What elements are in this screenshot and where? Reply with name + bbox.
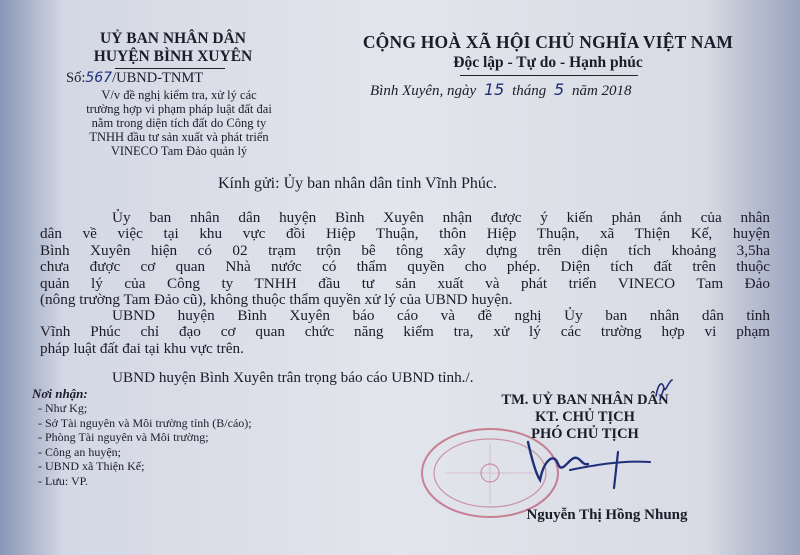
national-title: CỘNG HOÀ XÃ HỘI CHỦ NGHĨA VIỆT NAM <box>362 32 734 52</box>
recipient-item: - Như Kg; <box>38 401 88 415</box>
handwritten-signature-icon <box>510 430 660 500</box>
body-line: quản lý của Công ty TNHH đầu tư sản xuất và phát triển VINECO Tam Đảo <box>40 274 770 292</box>
recipient-item: - Sở Tài nguyên và Môi trường tỉnh (B/cáo); <box>38 415 252 430</box>
doc-number-suffix: /UBND-TNMT <box>112 70 204 86</box>
subject-line: VINECO Tam Đảo quản lý <box>110 144 248 158</box>
issuing-agency <box>38 30 308 66</box>
recipients-list <box>38 401 252 488</box>
subject-line: V/v đề nghị kiểm tra, xử lý các <box>101 88 257 102</box>
recipient-item: - Phòng Tài nguyên và Môi trường; <box>38 430 209 444</box>
signature-line-3: PHÓ CHỦ TỊCH <box>531 426 639 442</box>
recipient-item: - UBND xã Thiện Kế; <box>38 459 145 473</box>
date-suffix: năm 2018 <box>571 83 632 99</box>
body-paragraph-2 <box>40 308 770 357</box>
date-day: 15 <box>483 80 505 99</box>
recipient-line: Kính gửi: Ủy ban nhân dân tỉnh Vĩnh Phúc. <box>218 175 498 192</box>
recipient-item: - Lưu: VP. <box>38 473 88 488</box>
date-prefix: Bình Xuyên, ngày <box>370 83 477 99</box>
body-line: (nông trường Tam Đảo cũ), không thuộc thẩm quyền xử lý của UBND huyện. <box>40 291 513 309</box>
body-line: dân về việc tại khu vực đồi Hiệp Thuận, thôn Hiệp Thuận, xã Thiện Kế, huyện <box>40 225 770 243</box>
doc-number-prefix: Số: <box>66 70 86 86</box>
recipients-title: Nơi nhận: <box>32 386 88 401</box>
subject-summary <box>44 88 314 158</box>
initial-mark-icon <box>650 376 680 404</box>
document-number <box>66 70 203 87</box>
body-paragraph-1 <box>40 210 770 308</box>
agency-underline <box>115 68 225 69</box>
body-line: Vĩnh Phúc chỉ đạo cơ quan chức năng kiểm tra, xử lý các trường hợp vi phạm <box>40 323 770 341</box>
agency-line-2: HUYỆN BÌNH XUYÊN <box>93 48 253 65</box>
body-line: UBND huyện Bình Xuyên báo cáo và đề nghị Ủy ban nhân dân tỉnh <box>112 307 770 324</box>
recipient-item: - Công an huyện; <box>38 444 121 459</box>
national-header <box>318 32 778 73</box>
date-month: 5 <box>554 80 565 99</box>
motto-underline <box>460 75 638 76</box>
subject-line: nằm trong diện tích đất do Công ty <box>91 116 267 130</box>
signature-line-1: TM. UỶ BAN NHÂN DÂN <box>501 392 669 408</box>
national-motto: Độc lập - Tự do - Hạnh phúc <box>453 54 643 71</box>
body-line: pháp luật đất đai tại khu vực trên. <box>40 339 244 357</box>
agency-line-1: UỶ BAN NHÂN DÂN <box>100 30 246 47</box>
signature-line-2: KT. CHỦ TỊCH <box>535 409 635 425</box>
doc-number-value: 567 <box>85 70 113 86</box>
body-line: chưa được cơ quan Nhà nước có thẩm quyền cho phép. Diện tích đất trên thuộc <box>40 258 770 276</box>
body-line: Ủy ban nhân dân huyện Bình Xuyên nhận được ý kiến phản ánh của nhân <box>112 209 770 226</box>
body-line: Bình Xuyên hiện có 02 trạm trộn bê tông xây dựng trên diện tích khoảng 3,5ha <box>40 241 770 259</box>
subject-line: TNHH đầu tư sản xuất và phát triển <box>89 130 269 144</box>
body-line: UBND huyện Bình Xuyên trân trọng báo cáo UBND tỉnh./. <box>112 369 474 386</box>
signer-name: Nguyễn Thị Hồng Nhung <box>526 507 688 523</box>
date-mid: tháng <box>512 83 547 99</box>
subject-line: trường hợp vi phạm pháp luật đất đai <box>86 102 272 116</box>
place-and-date <box>370 80 632 100</box>
